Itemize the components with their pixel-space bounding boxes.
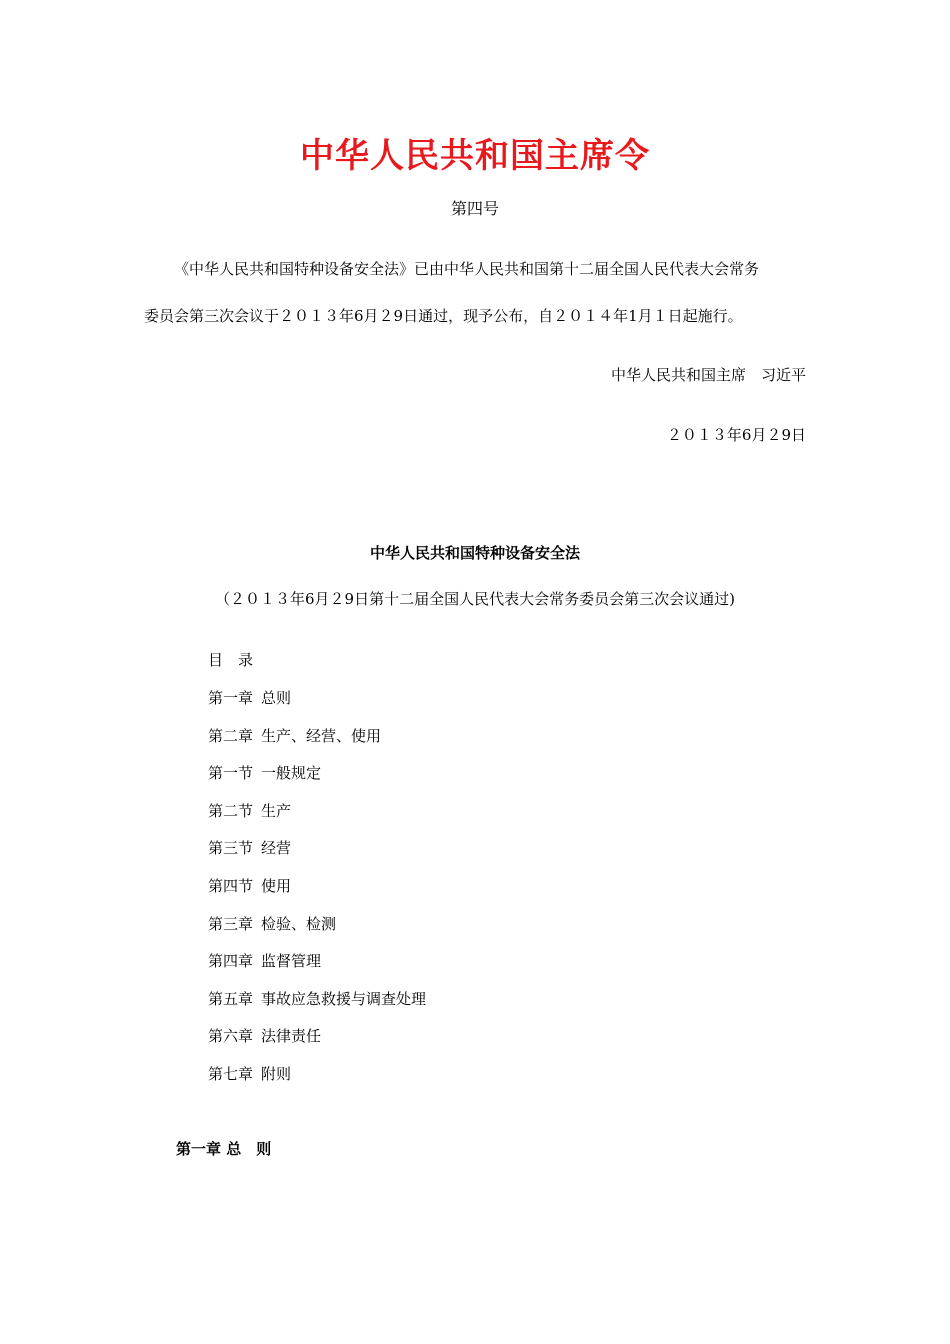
toc-item xyxy=(208,1062,426,1100)
toc-item-text: 监督管理 xyxy=(261,952,322,971)
toc-item-text: 附则 xyxy=(261,1064,292,1083)
announcement-line-2: 委员会第三次会议于２０１３年6月２9日通过，现予公布，自２０１４年1月１日起施行。 xyxy=(144,307,743,325)
toc-item-text: 事故应急救援与调查处理 xyxy=(261,989,427,1008)
law-title: 中华人民共和国特种设备安全法 xyxy=(369,544,580,562)
toc-item xyxy=(208,1024,426,1062)
toc-item-text: 一般规定 xyxy=(261,764,322,783)
announcement-line-1: 《中华人民共和国特种设备安全法》已由中华人民共和国第十二届全国人民代表大会常务 xyxy=(174,260,760,278)
toc-heading: 目 录 xyxy=(208,651,254,669)
law-subtitle: （２０１３年6月２9日第十二届全国人民代表大会常务委员会第三次会议通过) xyxy=(215,590,735,608)
toc-item-text: 生产、经营、使用 xyxy=(261,726,382,745)
toc-item xyxy=(208,799,426,837)
toc-item-label: 第三章 xyxy=(208,914,254,933)
chapter-heading: 第一章 总 则 xyxy=(176,1140,272,1158)
toc-item xyxy=(208,912,426,950)
toc-item-text: 法律责任 xyxy=(261,1027,322,1046)
toc-item-label: 第七章 xyxy=(208,1064,254,1083)
toc-item-text: 生产 xyxy=(261,801,292,820)
toc-item xyxy=(208,836,426,874)
table-of-contents xyxy=(208,648,426,1100)
signer: 中华人民共和国主席 习近平 xyxy=(610,366,806,384)
toc-item-text: 使用 xyxy=(261,876,292,895)
order-title: 中华人民共和国主席令 xyxy=(300,136,650,176)
toc-item-text: 总则 xyxy=(261,689,292,707)
toc-item-text: 检验、检测 xyxy=(261,914,337,933)
toc-item-label: 第二节 xyxy=(208,801,254,820)
signature-date: ２０１３年6月２9日 xyxy=(666,426,806,444)
toc-item-label: 第五章 xyxy=(208,989,254,1008)
toc-item xyxy=(208,874,426,912)
toc-item-label: 第一节 xyxy=(208,764,254,783)
toc-item-label: 第二章 xyxy=(208,726,254,745)
toc-item-label: 第六章 xyxy=(208,1027,254,1046)
toc-item-label: 第四章 xyxy=(208,952,254,971)
toc-item-text: 经营 xyxy=(261,839,292,858)
announcement-paragraph xyxy=(144,246,814,340)
toc-item xyxy=(208,949,426,987)
toc-item-label: 第四节 xyxy=(208,876,254,895)
toc-item xyxy=(208,686,426,724)
toc-item xyxy=(208,724,426,762)
toc-item xyxy=(208,987,426,1025)
toc-item-label: 第三节 xyxy=(208,839,254,858)
toc-item xyxy=(208,761,426,799)
order-number: 第四号 xyxy=(450,199,499,218)
toc-item-label: 第一章 xyxy=(208,689,254,707)
